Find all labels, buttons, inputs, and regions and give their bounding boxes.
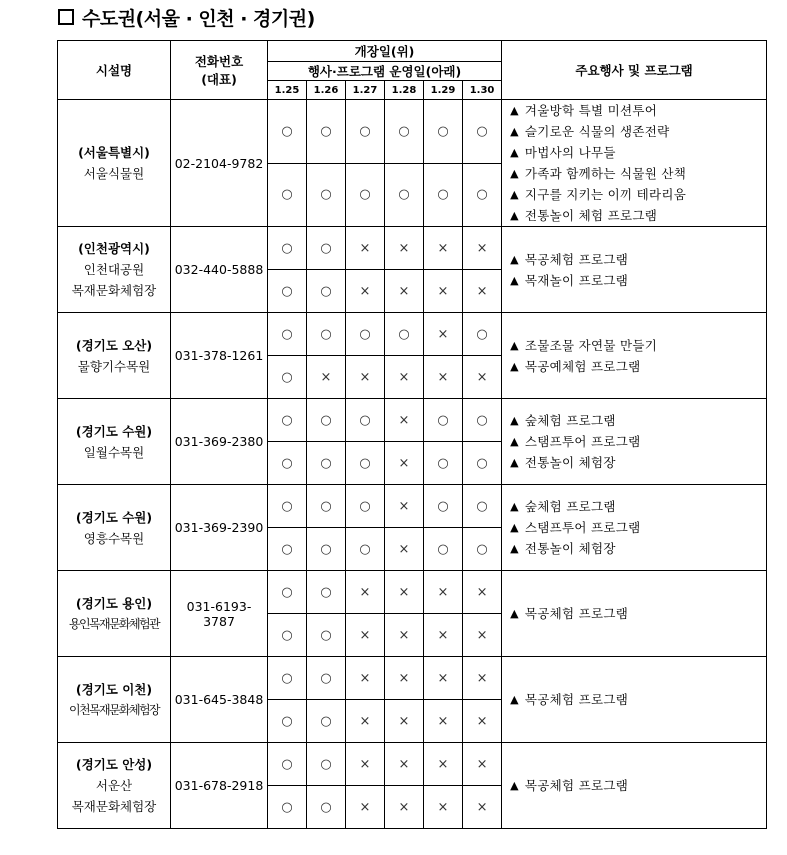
program-day-mark: × (385, 528, 424, 571)
program-label: 목공예체험 프로그램 (524, 358, 641, 374)
triangle-up-icon: ▲ (510, 146, 519, 159)
program-day-mark: × (463, 700, 502, 743)
program-label: 전통놀이 체험장 (524, 541, 616, 556)
opening-mark: ○ (424, 100, 463, 164)
program-label: 숲체험 프로그램 (524, 413, 616, 428)
program-label: 가족과 함께하는 식물원 산책 (524, 166, 687, 181)
facility-table (57, 40, 767, 829)
header-date: 1.30 (463, 81, 502, 100)
program-day-mark: ○ (307, 614, 346, 657)
program-day-mark: × (385, 786, 424, 829)
program-day-mark: ○ (268, 786, 307, 829)
programs-cell (502, 227, 767, 313)
facility-name: 용인목재문화체험관 (69, 616, 159, 631)
opening-mark: ○ (307, 399, 346, 442)
program-label: 목공체험 프로그램 (524, 778, 629, 793)
triangle-up-icon: ▲ (510, 607, 519, 620)
program-label: 목공체험 프로그램 (524, 251, 629, 267)
table-row (58, 227, 767, 270)
opening-mark: ○ (463, 100, 502, 164)
program-day-mark: ○ (385, 163, 424, 227)
program-item (510, 205, 766, 226)
opening-mark: ○ (385, 100, 424, 164)
opening-mark: × (385, 227, 424, 270)
opening-mark: × (346, 657, 385, 700)
opening-mark: ○ (268, 313, 307, 356)
opening-mark: ○ (268, 571, 307, 614)
opening-mark: ○ (268, 657, 307, 700)
header-date: 1.27 (346, 81, 385, 100)
facility-region: (경기도 오산) (75, 337, 153, 353)
program-label: 마법사의 나무들 (524, 145, 616, 160)
program-day-mark: × (463, 270, 502, 313)
facility-region: (서울특별시) (78, 145, 150, 160)
opening-mark: × (424, 227, 463, 270)
triangle-up-icon: ▲ (510, 500, 519, 513)
program-day-mark: ○ (268, 528, 307, 571)
programs-cell (502, 313, 767, 399)
phone-number: 031-369-2390 (171, 485, 268, 571)
program-day-mark: ○ (307, 442, 346, 485)
triangle-up-icon: ▲ (510, 359, 519, 373)
header-phone (171, 41, 268, 100)
facility-cell (58, 571, 171, 657)
triangle-up-icon: ▲ (510, 456, 519, 469)
header-facility: 시설명 (58, 41, 171, 100)
program-label: 목재놀이 프로그램 (524, 272, 629, 288)
program-label: 슬기로운 식물의 생존전략 (524, 124, 670, 139)
program-day-mark: ○ (268, 700, 307, 743)
program-item (510, 163, 766, 184)
facility-name: 서운산 (95, 778, 133, 793)
table-row (58, 743, 767, 786)
program-item (510, 270, 766, 291)
programs-cell (502, 571, 767, 657)
opening-mark: ○ (346, 399, 385, 442)
triangle-up-icon: ▲ (510, 125, 519, 138)
opening-mark: ○ (268, 227, 307, 270)
opening-mark: × (424, 743, 463, 786)
program-item (510, 517, 766, 538)
phone-number: 032-440-5888 (171, 227, 268, 313)
program-day-mark: × (424, 356, 463, 399)
table-row (58, 313, 767, 356)
program-day-mark: × (424, 270, 463, 313)
opening-mark: ○ (268, 485, 307, 528)
facility-name: 이천목재문화체험장 (69, 702, 159, 717)
program-day-mark: × (385, 700, 424, 743)
opening-mark: ○ (307, 743, 346, 786)
opening-mark: × (424, 313, 463, 356)
programs-cell (502, 485, 767, 571)
opening-mark: × (385, 571, 424, 614)
program-day-mark: ○ (268, 356, 307, 399)
program-label: 목공체험 프로그램 (524, 606, 629, 621)
program-day-mark: ○ (463, 442, 502, 485)
phone-number: 02-2104-9782 (171, 100, 268, 227)
program-day-mark: ○ (307, 786, 346, 829)
opening-mark: × (346, 227, 385, 270)
program-label: 목공체험 프로그램 (524, 692, 629, 707)
program-item (510, 431, 766, 452)
program-label: 조물조물 자연물 만들기 (524, 337, 658, 353)
program-day-mark: ○ (346, 442, 385, 485)
checkbox-square-icon (58, 9, 74, 25)
facility-region: (경기도 수원) (75, 509, 153, 525)
header-programs: 주요행사 및 프로그램 (502, 41, 767, 100)
header-date: 1.29 (424, 81, 463, 100)
opening-mark: ○ (268, 100, 307, 164)
program-item (510, 689, 766, 710)
table-row (58, 657, 767, 700)
phone-number: 031-378-1261 (171, 313, 268, 399)
programs-cell (502, 399, 767, 485)
program-day-mark: ○ (463, 163, 502, 227)
program-day-mark: ○ (307, 528, 346, 571)
opening-mark: × (463, 743, 502, 786)
opening-mark: ○ (307, 657, 346, 700)
program-day-mark: × (385, 270, 424, 313)
triangle-up-icon: ▲ (510, 167, 519, 180)
facility-cell (58, 485, 171, 571)
program-label: 스탬프투어 프로그램 (524, 520, 641, 535)
program-day-mark: × (463, 356, 502, 399)
opening-mark: ○ (424, 399, 463, 442)
header-date: 1.28 (385, 81, 424, 100)
table-row (58, 571, 767, 614)
program-item (510, 603, 766, 624)
program-day-mark: ○ (307, 270, 346, 313)
opening-mark: ○ (424, 485, 463, 528)
program-day-mark: ○ (307, 700, 346, 743)
facility-name: 서울식물원 (83, 166, 145, 181)
opening-mark: × (385, 743, 424, 786)
facility-region: (인천광역시) (78, 241, 150, 256)
program-item (510, 538, 766, 559)
program-day-mark: ○ (424, 528, 463, 571)
header-phone-line1: 전화번호 (194, 54, 244, 69)
program-item (510, 121, 766, 142)
triangle-up-icon: ▲ (510, 435, 519, 448)
triangle-up-icon: ▲ (510, 188, 519, 201)
facility-region: (경기도 용인) (75, 595, 153, 611)
opening-mark: ○ (307, 100, 346, 164)
opening-mark: × (346, 743, 385, 786)
phone-number: 031-645-3848 (171, 657, 268, 743)
program-day-mark: × (385, 356, 424, 399)
header-date: 1.26 (307, 81, 346, 100)
program-day-mark: × (346, 614, 385, 657)
program-label: 전통놀이 체험 프로그램 (524, 208, 658, 223)
program-day-mark: × (385, 442, 424, 485)
header-date: 1.25 (268, 81, 307, 100)
facility-cell (58, 399, 171, 485)
program-day-mark: × (424, 614, 463, 657)
programs-cell (502, 657, 767, 743)
facility-name: 물향기수목원 (77, 358, 151, 374)
header-phone-line2: (대표) (201, 72, 237, 87)
opening-mark: × (463, 657, 502, 700)
opening-mark: × (424, 571, 463, 614)
facility-cell (58, 743, 171, 829)
program-label: 겨울방학 특별 미션투어 (524, 103, 658, 118)
triangle-up-icon: ▲ (510, 521, 519, 534)
opening-mark: ○ (385, 313, 424, 356)
table-row (58, 100, 767, 164)
triangle-up-icon: ▲ (510, 779, 519, 792)
table-row (58, 399, 767, 442)
page-title (58, 4, 315, 31)
program-item (510, 100, 766, 121)
programs-cell (502, 743, 767, 829)
page-title-text: 수도권(서울 · 인천 · 경기권) (82, 8, 315, 30)
program-day-mark: × (346, 270, 385, 313)
program-day-mark: ○ (307, 163, 346, 227)
facility-cell (58, 100, 171, 227)
facility-region: (경기도 이천) (75, 681, 153, 697)
facility-name: 목재문화체험장 (71, 799, 157, 814)
opening-mark: × (346, 571, 385, 614)
program-day-mark: ○ (268, 270, 307, 313)
program-item (510, 249, 766, 270)
facility-region: (경기도 안성) (75, 757, 153, 772)
program-item (510, 496, 766, 517)
opening-mark: × (463, 227, 502, 270)
facility-name: 일월수목원 (83, 444, 145, 460)
opening-mark: × (385, 485, 424, 528)
opening-mark: ○ (463, 313, 502, 356)
facility-cell (58, 657, 171, 743)
program-day-mark: × (424, 786, 463, 829)
triangle-up-icon: ▲ (510, 252, 519, 266)
program-label: 스탬프투어 프로그램 (524, 434, 641, 449)
program-day-mark: × (424, 700, 463, 743)
phone-number: 031-678-2918 (171, 743, 268, 829)
phone-number: 031-369-2380 (171, 399, 268, 485)
program-label: 전통놀이 체험장 (524, 455, 616, 470)
opening-mark: × (385, 399, 424, 442)
program-day-mark: ○ (424, 163, 463, 227)
program-day-mark: ○ (346, 528, 385, 571)
header-opening-day: 개장일(위) (268, 41, 502, 62)
triangle-up-icon: ▲ (510, 414, 519, 427)
triangle-up-icon: ▲ (510, 542, 519, 555)
triangle-up-icon: ▲ (510, 104, 519, 117)
opening-mark: ○ (463, 399, 502, 442)
program-day-mark: × (307, 356, 346, 399)
opening-mark: ○ (307, 485, 346, 528)
program-day-mark: × (346, 786, 385, 829)
facility-name: 인천대공원 (83, 262, 145, 277)
facility-name: 목재문화체험장 (71, 283, 157, 298)
program-item (510, 142, 766, 163)
phone-number: 031-6193-3787 (171, 571, 268, 657)
table-body (58, 100, 767, 829)
program-item (510, 184, 766, 205)
program-item (510, 775, 766, 796)
facility-cell (58, 313, 171, 399)
program-day-mark: ○ (463, 528, 502, 571)
facility-region: (경기도 수원) (75, 423, 153, 439)
facility-name: 영흥수목원 (83, 530, 145, 546)
program-item (510, 410, 766, 431)
program-day-mark: ○ (424, 442, 463, 485)
opening-mark: × (463, 571, 502, 614)
program-item (510, 452, 766, 473)
opening-mark: × (385, 657, 424, 700)
program-day-mark: ○ (268, 442, 307, 485)
program-day-mark: × (463, 786, 502, 829)
header-program-day: 행사·프로그램 운영일(아래) (268, 62, 502, 81)
programs-cell (502, 100, 767, 227)
opening-mark: ○ (307, 313, 346, 356)
opening-mark: ○ (268, 743, 307, 786)
program-day-mark: × (346, 356, 385, 399)
program-day-mark: × (463, 614, 502, 657)
facility-cell (58, 227, 171, 313)
program-item (510, 356, 766, 377)
program-item (510, 335, 766, 356)
program-day-mark: × (346, 700, 385, 743)
opening-mark: ○ (346, 485, 385, 528)
triangle-up-icon: ▲ (510, 273, 519, 287)
opening-mark: ○ (346, 100, 385, 164)
opening-mark: ○ (268, 399, 307, 442)
program-day-mark: × (385, 614, 424, 657)
opening-mark: ○ (346, 313, 385, 356)
table-row (58, 485, 767, 528)
program-day-mark: ○ (268, 614, 307, 657)
program-label: 숲체험 프로그램 (524, 499, 616, 514)
program-day-mark: ○ (346, 163, 385, 227)
program-label: 지구를 지키는 이끼 테라리움 (524, 187, 687, 202)
triangle-up-icon: ▲ (510, 693, 519, 706)
triangle-up-icon: ▲ (510, 209, 519, 222)
triangle-up-icon: ▲ (510, 338, 519, 352)
opening-mark: ○ (307, 227, 346, 270)
opening-mark: ○ (307, 571, 346, 614)
opening-mark: ○ (463, 485, 502, 528)
opening-mark: × (424, 657, 463, 700)
program-day-mark: ○ (268, 163, 307, 227)
